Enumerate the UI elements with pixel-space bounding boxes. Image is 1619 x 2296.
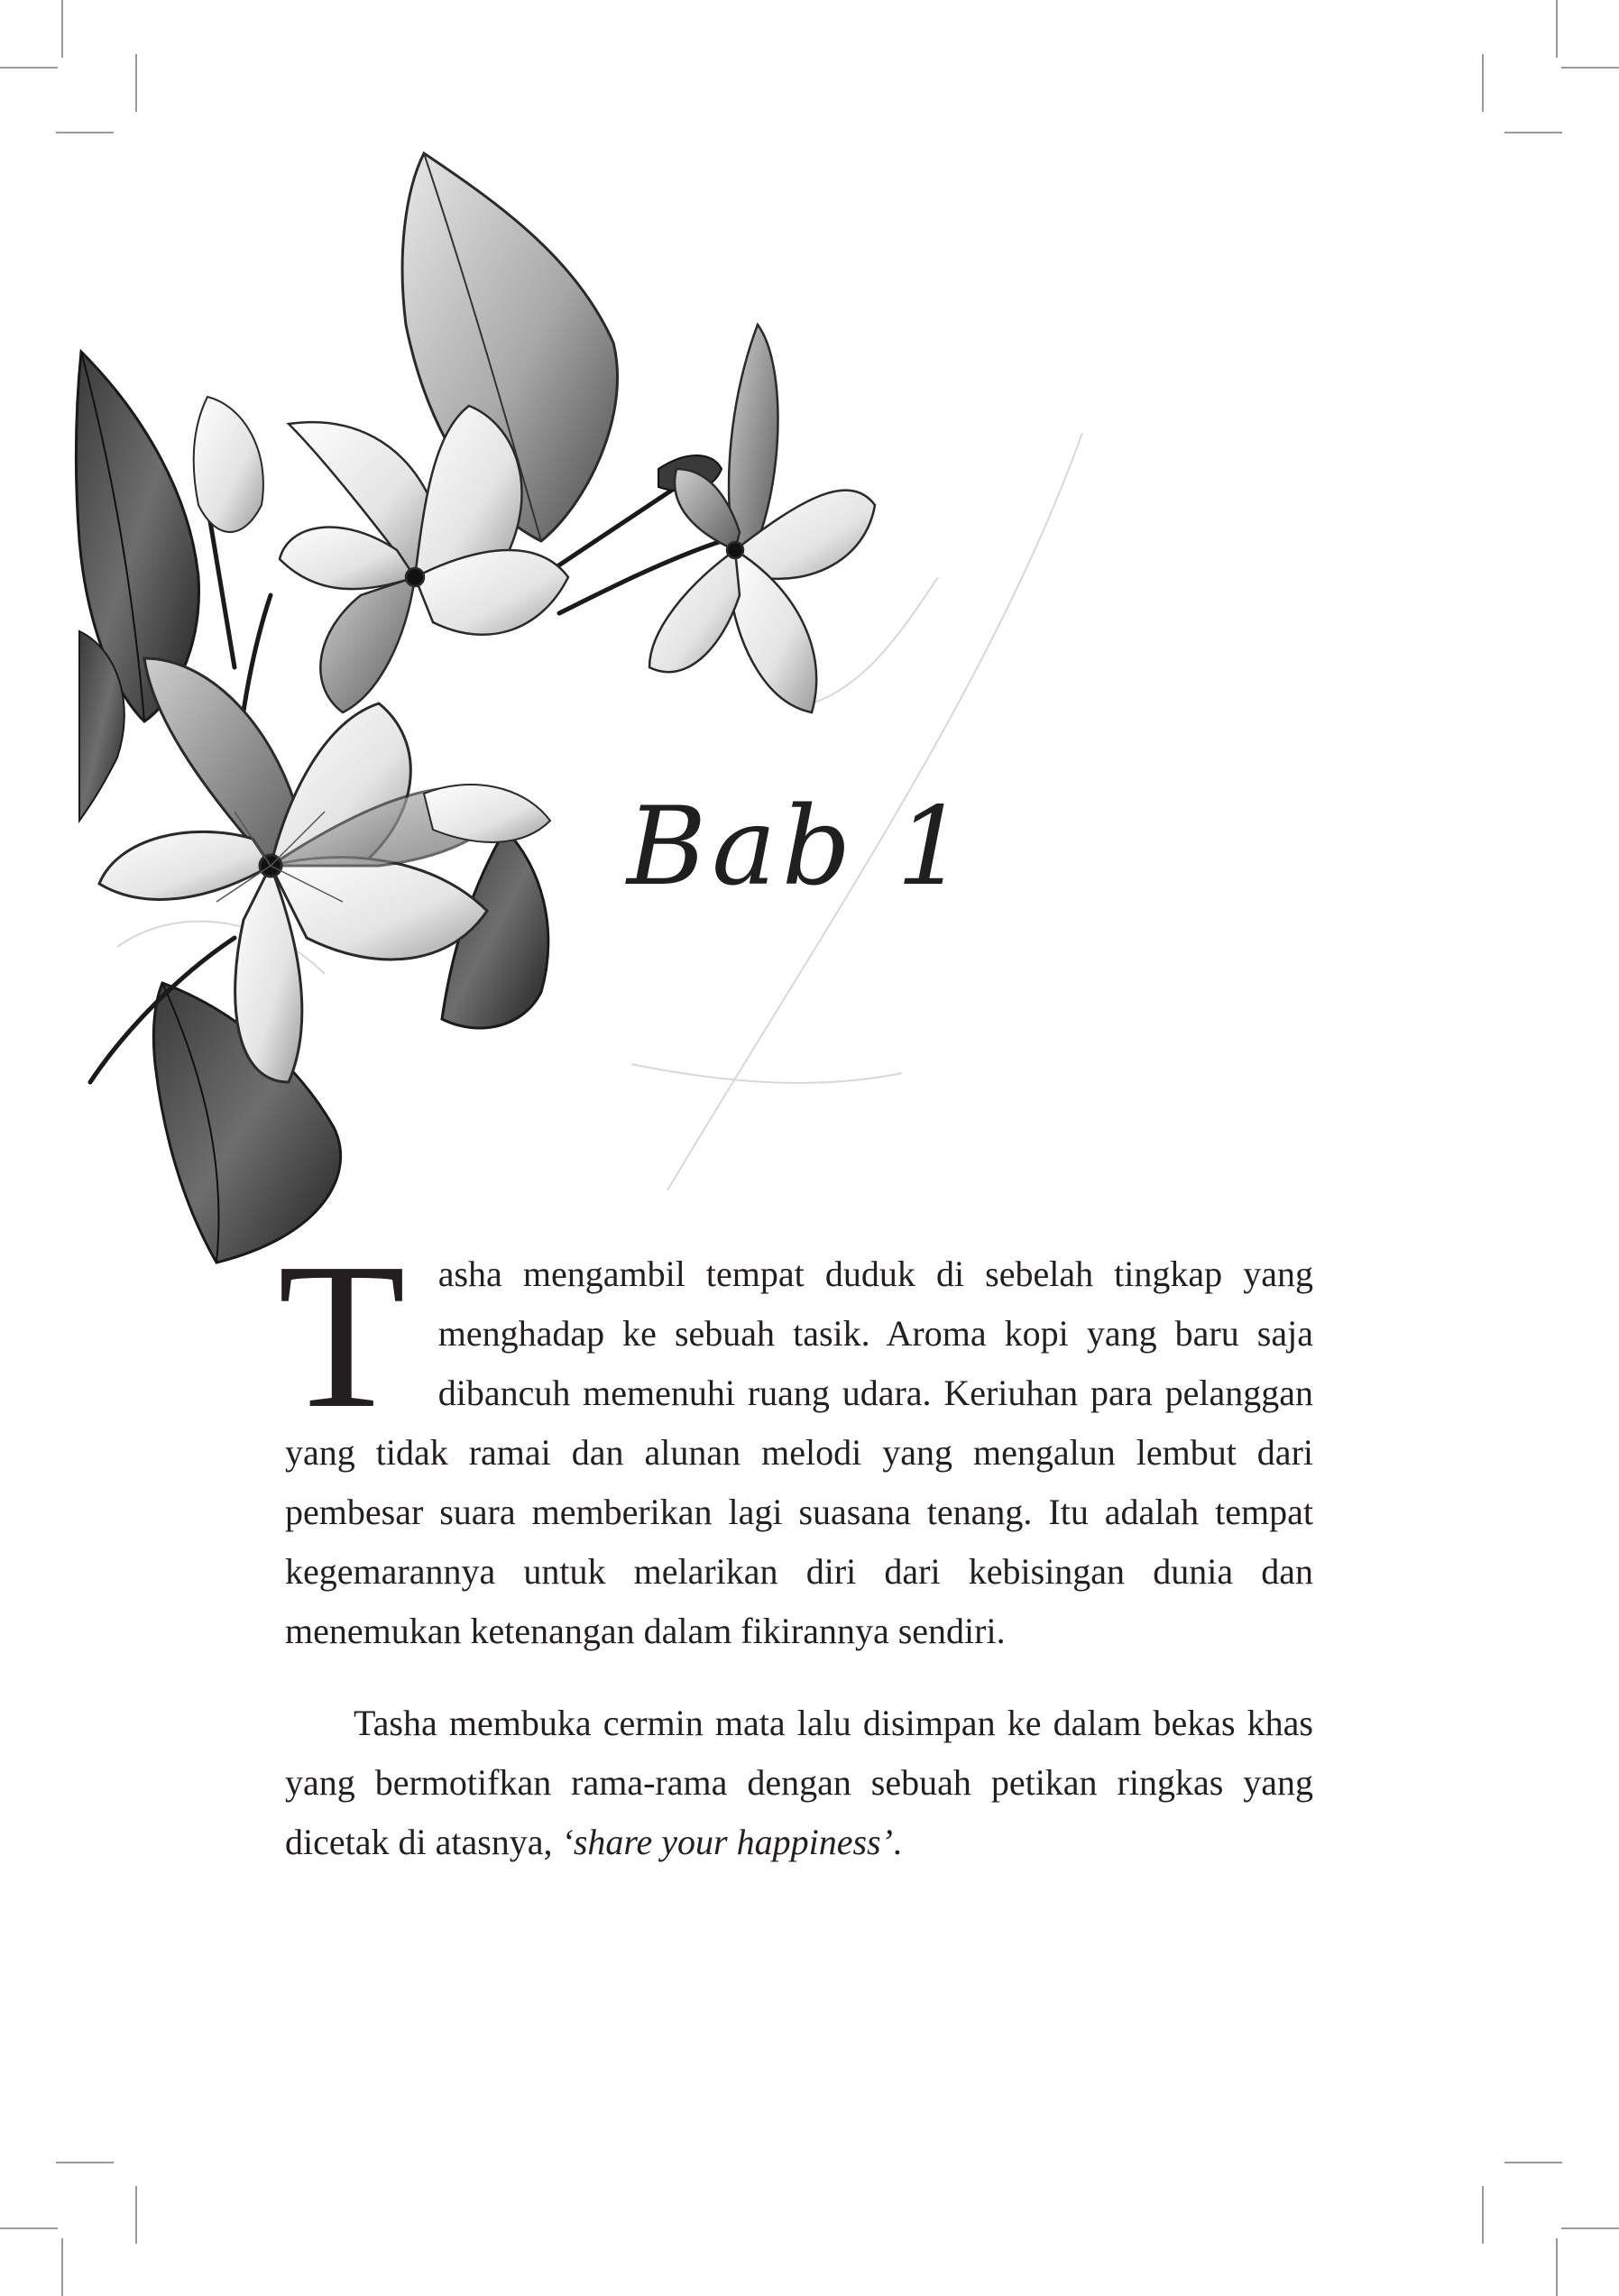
paragraph-2-end: . [892, 1822, 902, 1862]
flower-right [649, 325, 875, 712]
paragraph-2-text: Tasha membuka cermin mata lalu disimpan ke dalam bekas khas yang bermotifkan rama-rama dengan sebuah petikan ringkas yang dicetak di atasnya, [285, 1703, 1313, 1862]
body-text [278, 1220, 1313, 1872]
bud-left [194, 397, 263, 532]
petal-lower-right [424, 785, 550, 842]
crop-mark-bottom-left-horizontal [56, 2162, 114, 2163]
chapter-title: Bab 1 [627, 785, 971, 910]
crop-mark-bottom-right-vertical [1482, 2186, 1484, 2244]
paragraph-1-text: asha mengambil tempat duduk di sebelah tingkap yang menghadap ke sebuah tasik. Aroma kopi yang baru saja dibancuh memenuhi ruang udara. Keriuhan para pelanggan yang tidak ramai dan alunan melodi yang mengalun lembut dari pembesar suara memberikan lagi suasana tenang. Itu adalah tempat kegemarannya untuk melarikan diri dari kebisingan dunia dan menemukan ketenangan dalam fikirannya sendiri. [285, 1254, 1313, 1651]
crop-mark-bottom-right-outer [1556, 2238, 1558, 2296]
crop-mark-bottom-left-outer [61, 2238, 63, 2296]
crop-mark-bottom-right-horizontal [1504, 2162, 1562, 2163]
crop-mark-bottom-left-outer-h [0, 2227, 58, 2229]
crop-mark-bottom-right-outer-h [1561, 2227, 1619, 2229]
drop-cap: T [278, 1220, 406, 1452]
paragraph-2 [285, 1694, 1313, 1872]
paragraph-1 [278, 1220, 1313, 1661]
paragraph-2-quote: ‘share your happiness’ [561, 1822, 893, 1862]
crop-mark-bottom-left-vertical [135, 2186, 137, 2244]
